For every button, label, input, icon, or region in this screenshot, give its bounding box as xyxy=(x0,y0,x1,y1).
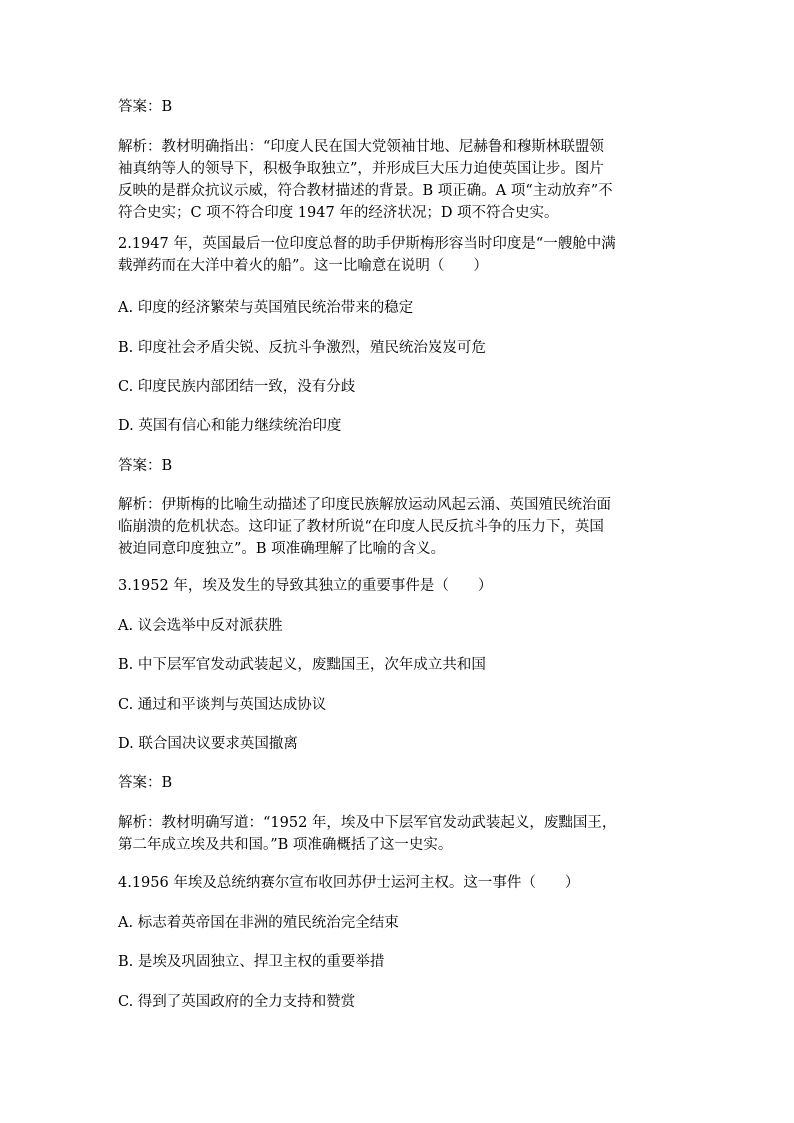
question-4 xyxy=(118,872,678,894)
text-line: 答案：B xyxy=(118,99,173,115)
text-line: B. 中下层军官发动武装起义，废黜国王，次年成立共和国 xyxy=(118,657,486,673)
q4-option-b xyxy=(118,951,678,973)
analysis-1 xyxy=(118,136,678,224)
text-line: B. 是埃及巩固独立、捍卫主权的重要举措 xyxy=(118,954,385,970)
text-line: 4.1956 年埃及总统纳赛尔宣布收回苏伊士运河主权。这一事件（ ） xyxy=(118,875,580,891)
text-line: 2.1947 年，英国最后一位印度总督的助手伊斯梅形容当时印度是“一艘舱中满 xyxy=(118,236,616,252)
q3-option-a xyxy=(118,615,678,637)
text-line: D. 联合国决议要求英国撤离 xyxy=(118,736,298,752)
answer-2 xyxy=(118,455,678,477)
analysis-2 xyxy=(118,494,678,560)
q3-option-d xyxy=(118,733,678,755)
text-line: 解析：伊斯梅的比喻生动描述了印度民族解放运动风起云涌、英国殖民统治面 xyxy=(118,497,611,513)
analysis-3 xyxy=(118,812,678,856)
text-line: C. 通过和平谈判与英国达成协议 xyxy=(118,697,327,713)
text-line: A. 议会选举中反对派获胜 xyxy=(118,618,283,634)
text-line: 反映的是群众抗议示威，符合教材描述的背景。B 项正确。A 项“主动放弃”不 xyxy=(118,183,613,199)
text-line: 答案：B xyxy=(118,775,173,791)
q4-option-a xyxy=(118,912,678,934)
q2-option-b xyxy=(118,337,678,359)
q2-option-c xyxy=(118,376,678,398)
q2-option-a xyxy=(118,297,678,319)
text-line: 载弹药而在大洋中着火的船”。这一比喻意在说明（ ） xyxy=(118,258,488,274)
text-line: A. 印度的经济繁荣与英国殖民统治带来的稳定 xyxy=(118,300,414,316)
text-line: 答案：B xyxy=(118,458,173,474)
q2-option-d xyxy=(118,415,678,437)
text-line: B. 印度社会矛盾尖锐、反抗斗争激烈，殖民统治岌岌可危 xyxy=(118,340,486,356)
text-line: C. 得到了英国政府的全力支持和赞赏 xyxy=(118,994,356,1010)
text-line: 临崩溃的危机状态。这印证了教材所说“在印度人民反抗斗争的压力下，英国 xyxy=(118,519,604,535)
question-2 xyxy=(118,233,678,277)
text-line: 解析：教材明确写道：“1952 年，埃及中下层军官发动武装起义，废黜国王， xyxy=(118,815,617,831)
q3-option-c xyxy=(118,694,678,716)
q3-option-b xyxy=(118,654,678,676)
answer-3 xyxy=(118,772,678,794)
text-line: 符合史实；C 项不符合印度 1947 年的经济状况；D 项不符合史实。 xyxy=(118,205,559,221)
question-3 xyxy=(118,575,678,597)
text-line: A. 标志着英帝国在非洲的殖民统治完全结束 xyxy=(118,915,399,931)
text-line: C. 印度民族内部团结一致，没有分歧 xyxy=(118,379,356,395)
text-line: 袖真纳等人的领导下，积极争取独立”，并形成巨大压力迫使英国让步。图片 xyxy=(118,161,604,177)
text-line: 解析：教材明确指出：“印度人民在国大党领袖甘地、尼赫鲁和穆斯林联盟领 xyxy=(118,139,604,155)
text-line: 3.1952 年，埃及发生的导致其独立的重要事件是（ ） xyxy=(118,578,493,594)
text-line: D. 英国有信心和能力继续统治印度 xyxy=(118,418,342,434)
text-line: 第二年成立埃及共和国。”B 项准确概括了这一史实。 xyxy=(118,837,453,853)
text-line: 被迫同意印度独立”。B 项准确理解了比喻的含义。 xyxy=(118,541,446,557)
answer-1 xyxy=(118,96,678,118)
q4-option-c xyxy=(118,991,678,1013)
